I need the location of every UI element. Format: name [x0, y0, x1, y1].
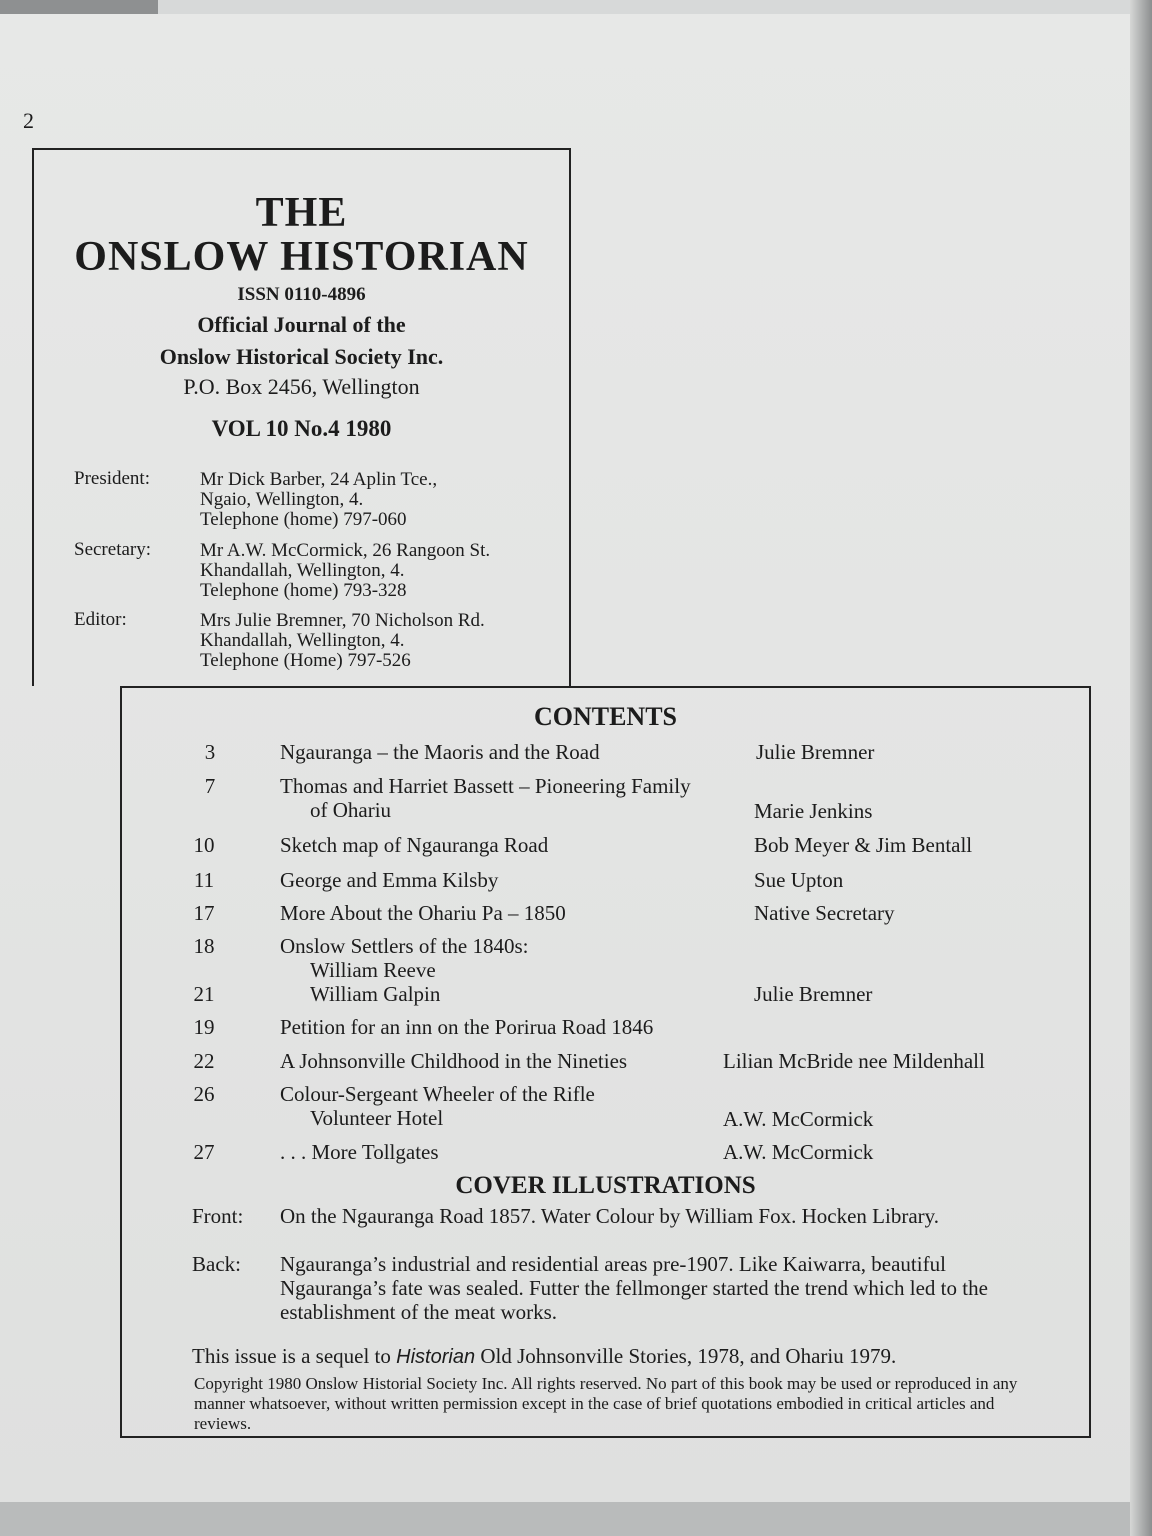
masthead-title-main: ONSLOW HISTORIAN — [74, 234, 529, 280]
sequel-text-before: This issue is a sequel to — [192, 1344, 397, 1368]
cover-back-label: Back: — [192, 1252, 241, 1276]
officer-role-secretary: Secretary: — [74, 539, 152, 560]
toc-page-number: 18 — [193, 934, 215, 958]
toc-title: . . . More Tollgates — [280, 1140, 439, 1164]
book-spine-edge — [1130, 0, 1152, 1536]
officer-president-line-1: Mr Dick Barber, 24 Aplin Tce., — [200, 469, 438, 490]
journal-page — [0, 14, 1138, 1502]
toc-title: Onslow Settlers of the 1840s: — [280, 934, 529, 958]
toc-title-continued: William Reeve — [310, 958, 436, 982]
toc-page-number: 7 — [204, 774, 216, 798]
toc-title: Sketch map of Ngauranga Road — [280, 833, 549, 857]
toc-title: A Johnsonville Childhood in the Nineties — [280, 1049, 628, 1073]
toc-title-continued: of Ohariu — [310, 798, 392, 822]
contents-box — [120, 686, 1091, 1438]
toc-title: More About the Ohariu Pa – 1850 — [280, 901, 566, 925]
toc-title: William Galpin — [310, 982, 441, 1006]
toc-author: Lilian McBride nee Mildenhall — [723, 1049, 985, 1073]
officer-editor-line-3: Telephone (Home) 797-526 — [200, 650, 411, 671]
toc-title: Ngauranga – the Maoris and the Road — [280, 740, 600, 764]
cover-front-label: Front: — [192, 1204, 244, 1228]
toc-author: Julie Bremner — [756, 740, 875, 764]
toc-page-number: 10 — [193, 833, 215, 857]
officer-role-editor: Editor: — [74, 609, 127, 630]
sequel-italic-title: Historian — [396, 1346, 476, 1368]
officer-secretary-line-2: Khandallah, Wellington, 4. — [200, 560, 405, 581]
toc-author: Marie Jenkins — [754, 799, 873, 823]
copyright-notice: Copyright 1980 Onslow Historial Society Inc. All rights reserved. No part of this book may be used or reproduced in any manner whatsoever, without written permission except in the case of brief quotations embodied in critical articles and reviews. — [194, 1374, 1018, 1433]
toc-author: Sue Upton — [754, 868, 844, 892]
toc-author: Native Secretary — [754, 901, 895, 925]
toc-author: A.W. McCormick — [723, 1140, 874, 1164]
cover-back-text: Ngauranga’s industrial and residential areas pre-1907. Like Kaiwarra, beautiful Ngauranga’s fate was sealed. Futter the fellmonger started the trend which led to the establishment of the meat works. — [280, 1252, 988, 1324]
toc-author: Julie Bremner — [754, 982, 873, 1006]
toc-page-number: 19 — [193, 1015, 215, 1039]
page-number: 2 — [23, 108, 34, 133]
volume-number: VOL 10 No.4 1980 — [211, 416, 392, 441]
sequel-note — [192, 1344, 896, 1369]
postal-address: P.O. Box 2456, Wellington — [183, 374, 420, 399]
toc-title: Colour-Sergeant Wheeler of the Rifle — [280, 1082, 595, 1106]
toc-title-continued: Volunteer Hotel — [310, 1106, 444, 1130]
officer-secretary-line-1: Mr A.W. McCormick, 26 Rangoon St. — [200, 540, 491, 561]
officer-editor-line-2: Khandallah, Wellington, 4. — [200, 630, 405, 651]
issn: ISSN 0110-4896 — [237, 284, 366, 305]
toc-title: George and Emma Kilsby — [280, 868, 499, 892]
toc-author: Bob Meyer & Jim Bentall — [754, 833, 973, 857]
subtitle-line-1: Official Journal of the — [197, 312, 406, 337]
masthead-title-the: THE — [255, 190, 348, 236]
officer-president-line-2: Ngaio, Wellington, 4. — [200, 489, 364, 510]
officer-secretary-line-3: Telephone (home) 793-328 — [200, 580, 407, 601]
toc-page-number: 21 — [193, 982, 215, 1006]
masthead-box — [32, 148, 571, 686]
officer-editor-line-1: Mrs Julie Bremner, 70 Nicholson Rd. — [200, 610, 485, 631]
officer-role-president: President: — [74, 468, 150, 489]
sequel-text-after: Old Johnsonville Stories, 1978, and Ohariu 1979. — [475, 1344, 897, 1368]
toc-page-number: 22 — [193, 1049, 215, 1073]
toc-title: Petition for an inn on the Porirua Road 1846 — [280, 1015, 654, 1039]
cover-front-text: On the Ngauranga Road 1857. Water Colour by William Fox. Hocken Library. — [280, 1204, 940, 1228]
toc-page-number: 11 — [193, 868, 215, 892]
officer-president-line-3: Telephone (home) 797-060 — [200, 509, 407, 530]
toc-page-number: 3 — [204, 740, 216, 764]
cover-illustrations-heading: COVER ILLUSTRATIONS — [455, 1172, 756, 1199]
toc-title: Thomas and Harriet Bassett – Pioneering Family — [280, 774, 691, 798]
toc-author: A.W. McCormick — [723, 1107, 874, 1131]
toc-page-number: 17 — [193, 901, 215, 925]
contents-heading: CONTENTS — [533, 702, 678, 731]
subtitle-line-2: Onslow Historical Society Inc. — [159, 344, 444, 369]
toc-page-number: 27 — [193, 1140, 215, 1164]
toc-page-number: 26 — [193, 1082, 215, 1106]
